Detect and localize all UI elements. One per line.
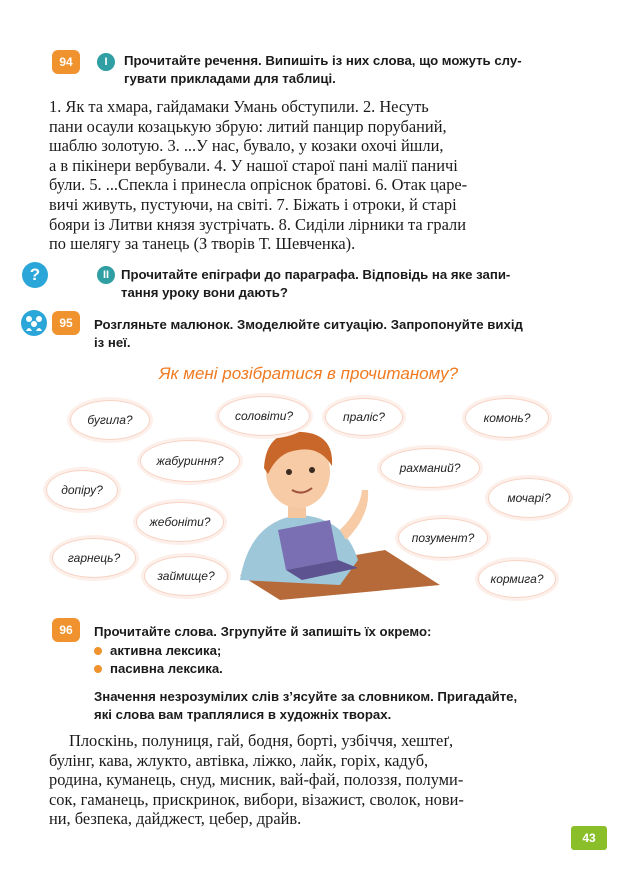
task-95-instruction: Розгляньте малюнок. Змоделюйте ситуацію. Запропонуйте вихід із неї. xyxy=(94,317,523,350)
task-96-note: Значення незрозумілих слів з’ясуйте за словником. Пригадайте, які слова вам траплялися в художніх творах. xyxy=(94,689,518,722)
word-bubble: займище? xyxy=(144,556,228,596)
word-bubble: допіру? xyxy=(46,470,118,510)
group-work-icon xyxy=(20,309,48,342)
illustration-title: Як мені розібратися в прочитаному? xyxy=(158,364,459,383)
sentence-line: шаблю золотую. 3. ...У нас, бувало, у козаки охочі йшли, xyxy=(49,136,444,156)
word-bubble: мочарі? xyxy=(488,478,570,518)
sentence-line: були. 5. ...Спекла і принесла опріснок братові. 6. Отак царе- xyxy=(49,175,468,195)
word-bubble: рахманий? xyxy=(380,448,480,488)
question-icon: ? xyxy=(22,262,48,288)
illustration xyxy=(40,390,580,600)
word-bubble: соловіти? xyxy=(218,396,310,436)
sentence-line: а в пікінери вербували. 4. У нашої старої пані малії паничі xyxy=(49,155,458,175)
lexicon-bullet-list xyxy=(94,642,223,678)
word-bubble: комонь? xyxy=(465,398,549,438)
word-bubble: гарнець? xyxy=(52,538,136,578)
task-96-instruction: Прочитайте слова. Згрупуйте й запишіть їх окремо: xyxy=(94,624,432,639)
sentence-line: 1. Як та хмара, гайдамаки Умань обступили. 2. Несуть xyxy=(49,97,429,116)
words-line: ни, безпека, дайджест, цебер, драйв. xyxy=(49,809,302,829)
list-item: пасивна лексика. xyxy=(94,660,223,678)
word-bubble: жабуриння? xyxy=(140,440,240,482)
task-94-instruction: Прочитайте речення. Випишіть із них слова, що можуть слу- гувати прикладами для таблиці. xyxy=(124,53,522,86)
words-line: сок, гаманець, прискринок, вибори, візажист, сволок, нови- xyxy=(49,789,464,809)
word-bubble: праліс? xyxy=(325,398,403,436)
sentence-line: вичі живуть, пустуючи, на світі. 7. Біжать і отроки, й старі xyxy=(49,194,457,214)
list-item: активна лексика; xyxy=(94,642,223,660)
sentence-line: бояри із Литви князя зустрічать. 8. Сиділи лірники та грали xyxy=(49,214,467,234)
epigraph-instruction: Прочитайте епіграфи до параграфа. Відповідь на яке запи- тання уроку вони дають? xyxy=(121,267,511,300)
exercise-number-95: 95 xyxy=(52,311,80,335)
level-1-icon: I xyxy=(97,53,115,71)
page-number: 43 xyxy=(571,826,607,850)
word-bubble: бугила? xyxy=(70,400,150,440)
words-line: Плоскінь, полуниця, гай, бодня, борті, узбіччя, хештеґ, xyxy=(69,731,454,750)
exercise-number-96: 96 xyxy=(52,618,80,642)
word-bubble: кормига? xyxy=(478,560,556,598)
word-bubble: жебоніти? xyxy=(136,502,224,542)
sentence-line: по шелягу за танець (З творів Т. Шевченка). xyxy=(49,234,356,254)
exercise-number-94: 94 xyxy=(52,50,80,74)
task-96-words xyxy=(49,731,560,829)
words-line: родина, куманець, снуд, мисник, вай-фай, полоззя, полуми- xyxy=(49,770,464,790)
sentence-line: пани осаули козацькую збрую: литий панцир порубаний, xyxy=(49,116,447,136)
level-2-icon: II xyxy=(97,266,115,284)
words-line: булінг, кава, жлукто, автівка, ліжко, лайк, горіх, кадуб, xyxy=(49,750,429,770)
word-bubble: позумент? xyxy=(398,518,488,558)
task-94-sentences xyxy=(49,97,560,254)
